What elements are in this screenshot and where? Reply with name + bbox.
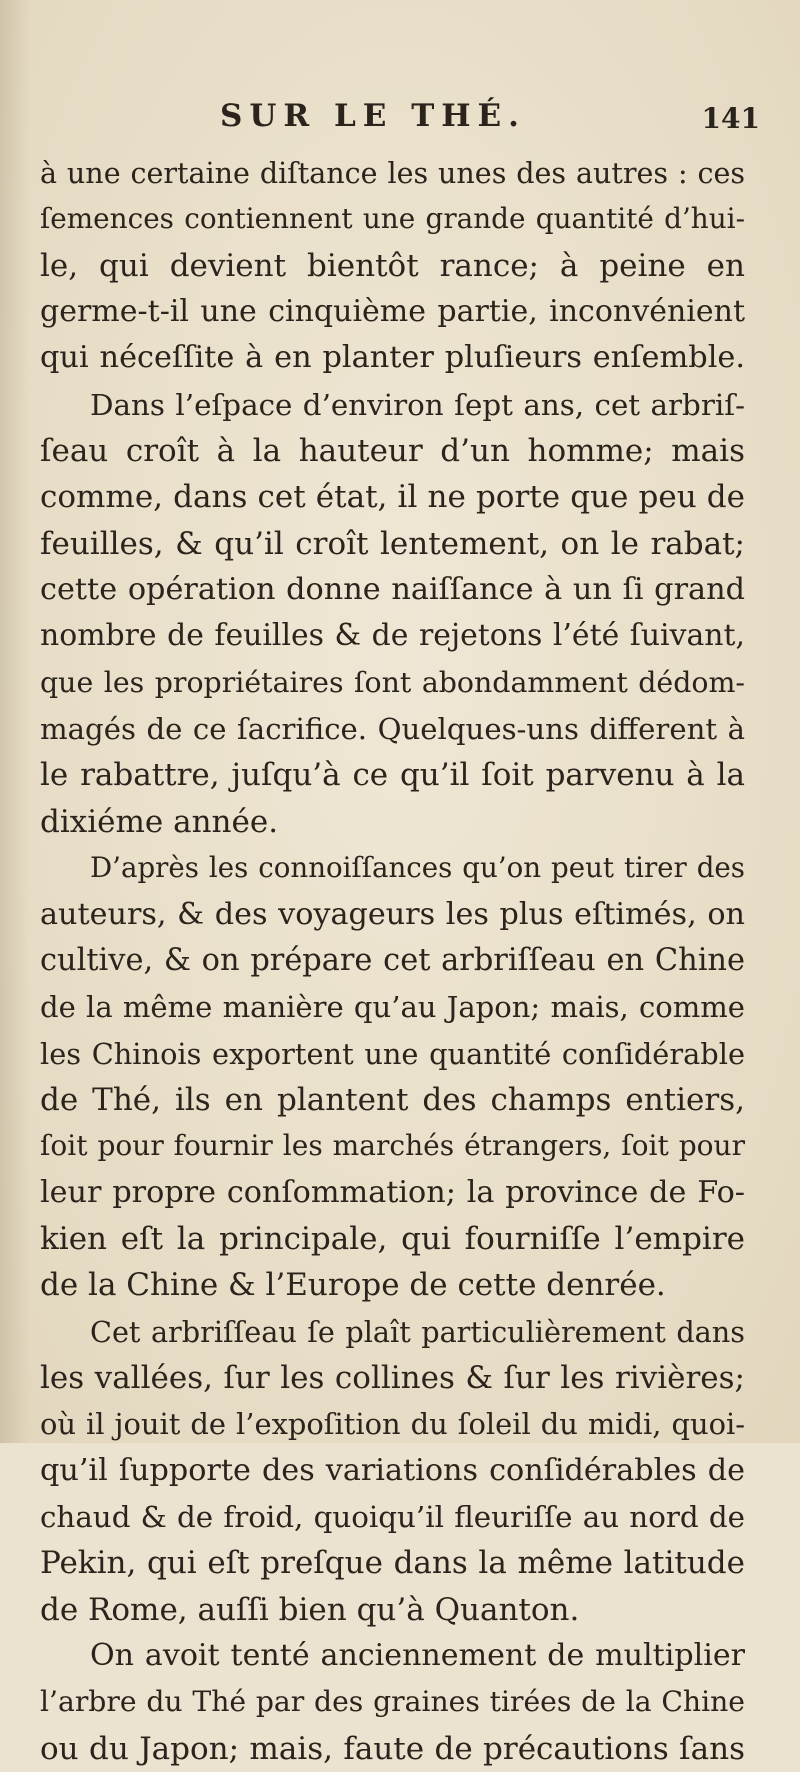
running-title: SUR LE THÉ. [220,98,526,134]
paragraph-start-line: On avoit tenté anciennement de multiplier [90,1638,745,1673]
text-line: de la même manière qu’au Japon; mais, comme [40,990,745,1025]
paragraph-end-line: de la Chine & l’Europe de cette denrée. [40,1267,666,1304]
paragraph-end-line: dixiéme année. [40,803,279,840]
text-line: leur propre conſommation; la province de Fo- [40,1174,745,1210]
page-number: 141 [701,102,760,135]
body-text [40,150,745,1772]
text-line: qui néceſſite à en planter pluſieurs enſemble. [40,340,745,376]
text-line: qu’il ſupporte des variations conſidérables de [40,1452,745,1488]
text-line: ſoit pour fournir les marchés étrangers, ſoit pour [40,1129,745,1163]
text-line: auteurs, & des voyageurs les plus eſtimés, on [40,896,745,932]
text-line: cultive, & on prépare cet arbriſſeau en Chine [40,942,745,978]
text-line: Pekin, qui eſt preſque dans la même latitude [40,1545,745,1582]
text-line: les Chinois exportent une quantité conſidérable [40,1036,745,1071]
text-line: nombre de feuilles & de rejetons l’été ſuivant, [40,618,745,654]
text-line: comme, dans cet état, il ne porte que peu de [40,479,745,516]
text-line: que les propriétaires ſont abondamment dédom- [40,665,745,699]
text-line: ſemences contiennent une grande quantité d’hui- [40,202,745,236]
text-line: de Thé, ils en plantent des champs entiers, [40,1081,745,1118]
text-line: germe-t-il une cinquième partie, inconvénient [40,294,745,330]
page-fold-shadow [0,0,30,1443]
paragraph-start-line: D’après les connoiſſances qu’on peut tirer des [90,851,745,885]
text-line: kien eſt la principale, qui fourniſſe l’empire [40,1220,745,1257]
paragraph-start-line: Cet arbriſſeau ſe plaît particulièrement dans [90,1314,745,1349]
text-line: à une certaine diſtance les unes des autres : ces [40,156,745,190]
text-line: cette opération donne naiſſance à un ſi grand [40,572,745,608]
running-head [60,98,760,138]
text-line: ou du Japon; mais, faute de précautions ſans [40,1730,745,1767]
text-line: le, qui devient bientôt rance; à peine en [40,247,745,284]
text-line: les vallées, ſur les collines & ſur les rivières; [40,1359,745,1396]
text-line: où il jouit de l’expoſition du ſoleil du midi, quoi- [40,1407,745,1442]
text-line: l’arbre du Thé par des graines tirées de la Chine [40,1685,745,1719]
paragraph-end-line: de Rome, auſſi bien qu’à Quanton. [40,1591,580,1628]
text-line: le rabattre, juſqu’à ce qu’il ſoit parvenu à la [40,757,745,794]
text-line: ſeau croît à la hauteur d’un homme; mais [40,433,745,470]
text-line: magés de ce ſacrifice. Quelques-uns different à [40,712,745,747]
paragraph-start-line: Dans l’eſpace d’environ ſept ans, cet arbriſ- [90,387,745,422]
text-line: feuilles, & qu’il croît lentement, on le rabat; [40,525,745,562]
text-line: chaud & de froid, quoiqu’il fleuriſſe au nord de [40,1499,745,1534]
